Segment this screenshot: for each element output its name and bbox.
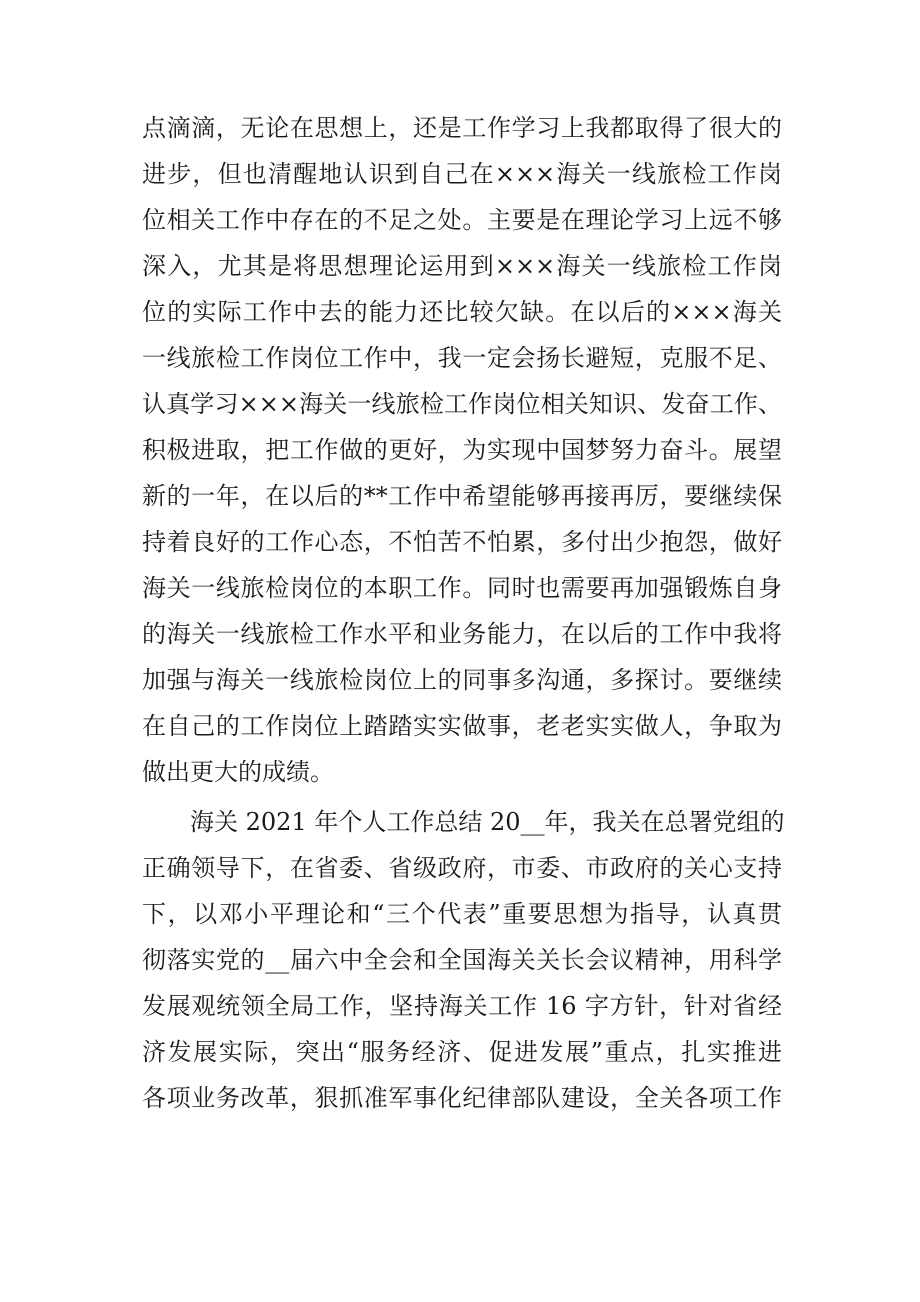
paragraph-1-line-14: 在自己的工作岗位上踏踏实实做事，老老实实做人，争取为 xyxy=(142,712,782,740)
paragraph-1-line-3: 位相关工作中存在的不足之处。主要是在理论学习上远不够 xyxy=(142,206,782,234)
paragraph-2-line-6: 济发展实际，突出“服务经济、促进发展”重点，扎实推进 xyxy=(142,1038,782,1066)
paragraph-1-line-2: 进步，但也清醒地认识到自己在×××海关一线旅检工作岗 xyxy=(142,160,782,188)
paragraph-2-line-1: 海关 2021 年个人工作总结 20__年，我关在总署党组的 xyxy=(190,808,785,836)
paragraph-1-line-7: 认真学习×××海关一线旅检工作岗位相关知识、发奋工作、 xyxy=(142,390,782,418)
paragraph-1-line-12: 的海关一线旅检工作水平和业务能力，在以后的工作中我将 xyxy=(142,620,782,648)
paragraph-1-line-10: 持着良好的工作心态，不怕苦不怕累，多付出少抱怨，做好 xyxy=(142,528,782,556)
paragraph-1-line-13: 加强与海关一线旅检岗位上的同事多沟通，多探讨。要继续 xyxy=(142,666,782,694)
paragraph-1-line-1: 点滴滴，无论在思想上，还是工作学习上我都取得了很大的 xyxy=(142,114,782,142)
paragraph-2-line-7: 各项业务改革，狠抓准军事化纪律部队建设，全关各项工作 xyxy=(142,1084,782,1112)
paragraph-2-line-5: 发展观统领全局工作，坚持海关工作 16 字方针，针对省经 xyxy=(142,992,782,1020)
paragraph-2-line-3: 下，以邓小平理论和“三个代表”重要思想为指导，认真贯 xyxy=(142,900,782,928)
paragraph-1-line-5: 位的实际工作中去的能力还比较欠缺。在以后的×××海关 xyxy=(142,298,782,326)
paragraph-1-line-11: 海关一线旅检岗位的本职工作。同时也需要再加强锻炼自身 xyxy=(142,574,782,602)
paragraph-1-line-6: 一线旅检工作岗位工作中，我一定会扬长避短，克服不足、 xyxy=(142,344,782,372)
paragraph-1-line-4: 深入，尤其是将思想理论运用到×××海关一线旅检工作岗 xyxy=(142,252,782,280)
paragraph-2-line-2: 正确领导下，在省委、省级政府，市委、市政府的关心支持 xyxy=(142,854,782,882)
paragraph-1-line-15: 做出更大的成绩。 xyxy=(142,758,334,786)
paragraph-1-line-8: 积极进取，把工作做的更好，为实现中国梦努力奋斗。展望 xyxy=(142,436,782,464)
paragraph-2-line-4: 彻落实党的__届六中全会和全国海关关长会议精神，用科学 xyxy=(142,946,782,974)
paragraph-1-line-9: 新的一年，在以后的**工作中希望能够再接再厉，要继续保 xyxy=(142,482,782,510)
